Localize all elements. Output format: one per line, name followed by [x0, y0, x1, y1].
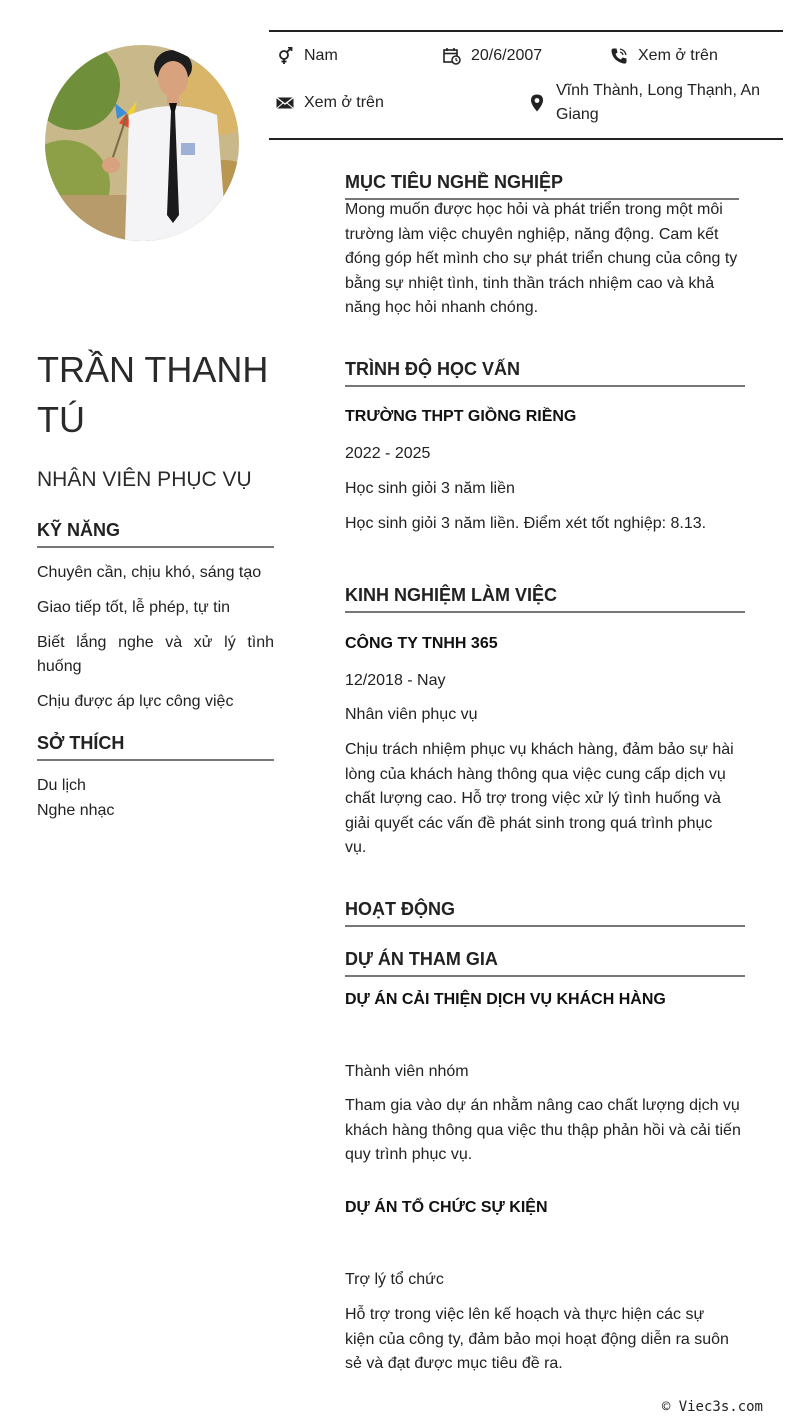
contact-address [528, 79, 776, 127]
address-value: Vĩnh Thành, Long Thạnh, An Giang [556, 82, 761, 123]
envelope-icon [276, 94, 294, 112]
contact-email [276, 91, 384, 115]
skill-item: Biết lắng nghe và xử lý tình huống [37, 634, 274, 675]
job-title: NHÂN VIÊN PHỤC VỤ [37, 468, 252, 491]
hobby-item: Du lịch [37, 777, 86, 794]
project-title: DỰ ÁN TỔ CHỨC SỰ KIỆN [345, 1199, 548, 1216]
education-achievement: Học sinh giỏi 3 năm liền [345, 480, 515, 497]
hobbies-heading: SỞ THÍCH [37, 731, 274, 761]
education-heading: TRÌNH ĐỘ HỌC VẤN [345, 357, 745, 387]
experience-heading: KINH NGHIỆM LÀM VIỆC [345, 583, 745, 613]
skills-heading: KỸ NĂNG [37, 518, 274, 548]
contact-birthday [443, 44, 542, 68]
contact-gender [276, 44, 338, 68]
project-title: DỰ ÁN CẢI THIỆN DỊCH VỤ KHÁCH HÀNG [345, 991, 666, 1008]
experience-description: Chịu trách nhiệm phục vụ khách hàng, đảm bảo sự hài lòng của khách hàng thông qua việc cung cấp dịch vụ chất lượng cao. Hỗ trợ trong việc xử lý tình huống và giải quyết các vấn đề phát sinh trong quá trình phục vụ. [345, 741, 734, 856]
contact-phone [610, 44, 718, 68]
phone-icon [610, 47, 628, 65]
skill-item: Giao tiếp tốt, lễ phép, tự tin [37, 599, 231, 616]
skill-item: Chịu được áp lực công việc [37, 693, 234, 710]
objective-heading: MỤC TIÊU NGHỀ NGHIỆP [345, 170, 739, 200]
objective-text: Mong muốn được học hỏi và phát triển trong một môi trường làm việc chuyên nghiệp, năng động. Cam kết đóng góp hết mình cho sự phát triển chung của công ty bằng sự nhiệt tình, tinh thần trách nhiệm cao và khả năng học hỏi nhanh chóng. [345, 201, 738, 316]
education-period: 2022 - 2025 [345, 445, 431, 462]
gender-value: Nam [304, 47, 338, 64]
footer-credit: © Viec3s.com [661, 1399, 763, 1415]
project-role: Trợ lý tổ chức [345, 1271, 444, 1288]
hobby-item: Nghe nhạc [37, 802, 115, 819]
experience-position: Nhân viên phục vụ [345, 706, 478, 723]
skill-item: Chuyên cần, chịu khó, sáng tạo [37, 564, 262, 581]
activities-heading: HOẠT ĐỘNG [345, 897, 745, 927]
project-role: Thành viên nhóm [345, 1063, 469, 1080]
project-description: Hỗ trợ trong việc lên kế hoạch và thực hiện các sự kiện của công ty, đảm bảo mọi hoạt động diễn ra suôn sẻ và đạt được mục tiêu đề ra. [345, 1306, 729, 1372]
school-name: TRƯỜNG THPT GIỒNG RIỀNG [345, 408, 577, 425]
gender-icon [276, 47, 294, 65]
phone-value: Xem ở trên [638, 47, 718, 64]
education-detail: Học sinh giỏi 3 năm liền. Điểm xét tốt nghiệp: 8.13. [345, 515, 707, 532]
location-pin-icon [528, 94, 546, 112]
experience-period: 12/2018 - Nay [345, 672, 446, 689]
calendar-icon [443, 47, 461, 65]
email-value: Xem ở trên [304, 94, 384, 111]
company-name: CÔNG TY TNHH 365 [345, 635, 498, 652]
contact-bar [269, 30, 783, 140]
full-name: TRẦN THANH TÚ [37, 349, 269, 440]
projects-heading: DỰ ÁN THAM GIA [345, 947, 745, 977]
project-description: Tham gia vào dự án nhằm nâng cao chất lượng dịch vụ khách hàng thông qua việc thu thập phản hồi và cải tiến quy trình phục vụ. [345, 1097, 741, 1163]
profile-photo [45, 45, 239, 241]
birthday-value: 20/6/2007 [471, 47, 543, 64]
